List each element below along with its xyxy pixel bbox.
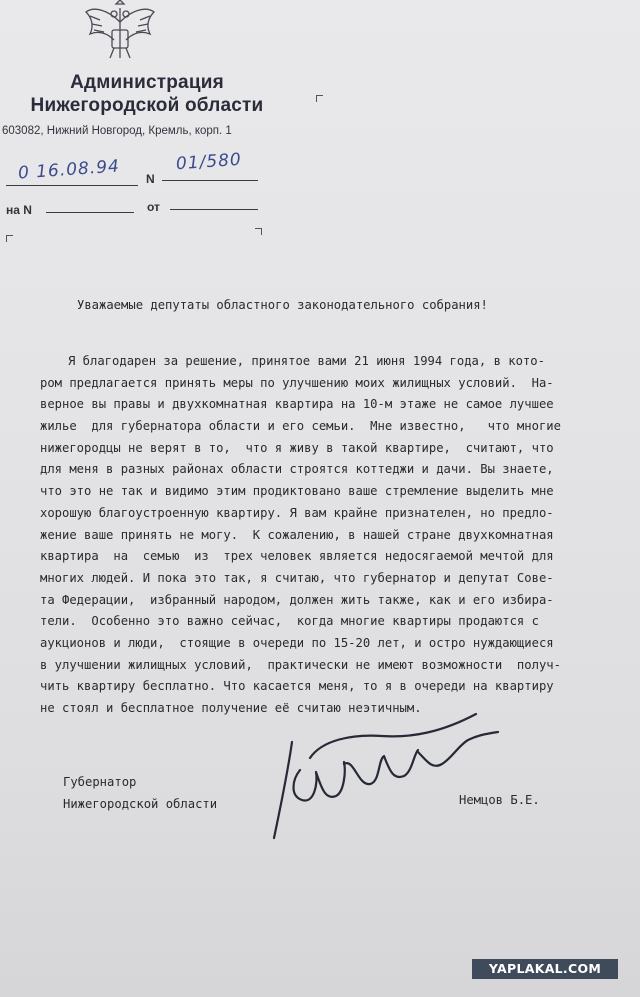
handwritten-signature	[262, 700, 512, 850]
organization-address: 603082, Нижний Новгород, Кремль, корп. 1	[2, 125, 232, 137]
address-corner-mark	[6, 235, 13, 242]
letter-line: в улучшении жилищных условий, практически не имеют возможности получ-	[40, 657, 561, 672]
address-corner-mark	[255, 228, 262, 235]
letter-line: аукционов и люди, стоящие в очереди по 15-20 лет, и остро нуждающиеся	[40, 635, 554, 650]
letter-line: тели. Особенно это важно сейчас, когда многие квартиры продаются с	[40, 614, 539, 629]
organization-name: Администрация	[70, 72, 224, 93]
letter-line: жилье для губернатора области и его семьи. Мне известно, что многие	[40, 419, 561, 434]
reply-date-underline	[170, 209, 258, 210]
signatory-region: Нижегородской области	[63, 797, 218, 811]
signatory-title	[63, 771, 217, 815]
salutation: Уважаемые депутаты областного законодательного собрания!	[77, 298, 488, 312]
letter-line: что это не так и видимо этим продиктовано ваше стремление выделить мне	[40, 484, 554, 499]
letter-line: для меня в разных районах области строятся коттеджи и дачи. Вы знаете,	[40, 462, 554, 477]
handwritten-number: 01/580	[175, 149, 243, 175]
number-label: N	[146, 172, 155, 186]
handwritten-date: 0 16.08.94	[17, 156, 121, 184]
number-underline	[162, 180, 258, 181]
address-corner-mark	[316, 95, 323, 102]
reply-number-underline	[46, 212, 134, 213]
letter-line: та Федерации, избранный народом, должен жить также, как и его избира-	[40, 592, 554, 607]
letter-line: квартира на семью из трех человек является недосягаемой мечтой для	[40, 549, 554, 564]
organization-region: Нижегородской области	[30, 95, 264, 116]
letter-line: не стоял и бесплатное получение её считаю неэтичным.	[40, 701, 422, 715]
letter-line: нижегородцы не верят в то, что я живу в такой квартире, считают, что	[40, 440, 554, 455]
site-watermark: YAPLAKAL.COM	[472, 959, 618, 979]
signatory-position: Губернатор	[63, 775, 137, 789]
letter-line: ром предлагается принять меры по улучшению моих жилищных условий. На-	[40, 375, 554, 390]
date-underline	[6, 185, 138, 186]
letter-line: многих людей. И пока это так, я считаю, что губернатор и депутат Сове-	[40, 570, 554, 585]
reply-date-label: от	[147, 200, 160, 214]
letter-body	[40, 351, 640, 720]
letter-line: Я благодарен за решение, принятое вами 21 июня 1994 года, в кото-	[68, 354, 545, 368]
signatory-name: Немцов Б.Е.	[459, 793, 540, 807]
letter-line: хорошую благоустроенную квартиру. Я вам крайне признателен, но предло-	[40, 505, 554, 520]
letter-line: жение ваше принять не могу. К сожалению, в нашей стране двухкомнатная	[40, 527, 554, 542]
coat-of-arms-emblem	[80, 0, 160, 62]
letter-line: чить квартиру бесплатно. Что касается меня, то я в очереди на квартиру	[40, 679, 554, 694]
letter-line: верное вы правы и двухкомнатная квартира на 10-м этаже не самое лучшее	[40, 397, 554, 412]
reply-number-label: на N	[6, 203, 32, 217]
